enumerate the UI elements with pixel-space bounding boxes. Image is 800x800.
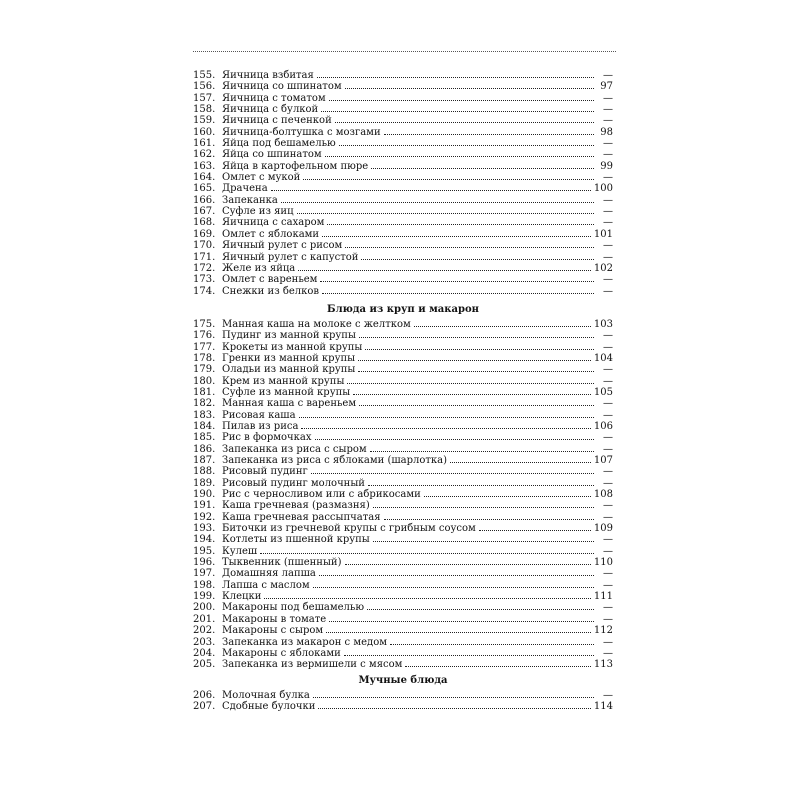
dot-leader: [373, 541, 594, 542]
toc-entry: [193, 93, 613, 104]
entry-page-number: —: [603, 500, 613, 512]
entry-title: Яичница с печенкой: [222, 115, 332, 127]
entry-page-number: —: [603, 115, 613, 127]
dot-leader: [414, 326, 591, 327]
dot-leader: [358, 360, 591, 361]
entry-page-number: —: [603, 647, 613, 659]
dot-leader: [345, 247, 594, 248]
entry-page-number: —: [603, 432, 613, 444]
dot-leader: [359, 337, 594, 338]
entry-title: Пудинг из манной крупы: [222, 330, 356, 342]
toc-entry: [193, 444, 613, 455]
entry-title: Клецки: [222, 591, 262, 603]
entry-title: Тыквенник (пшенный): [222, 557, 342, 569]
entry-number: 184.: [193, 420, 216, 432]
dot-leader: [358, 371, 594, 372]
entry-number: 163.: [193, 160, 216, 172]
toc-entry: [193, 229, 613, 240]
toc-entry: [193, 432, 613, 443]
entry-title: Оладьи из манной крупы: [222, 364, 356, 376]
entry-title: Яйца под бешамелью: [222, 138, 336, 150]
entry-page-number: 104: [593, 352, 613, 364]
dot-leader: [315, 439, 595, 440]
entry-number: 160.: [193, 126, 216, 138]
entry-number: 172.: [193, 262, 216, 274]
dot-leader: [329, 621, 594, 622]
entry-page-number: 111: [593, 591, 613, 603]
entry-number: 191.: [193, 500, 216, 512]
toc-section-eggs: [193, 70, 613, 297]
entry-number: 159.: [193, 115, 216, 127]
toc-entry: [193, 240, 613, 251]
entry-number: 173.: [193, 274, 216, 286]
toc-entry: [193, 690, 613, 701]
entry-title: Суфле из манной крупы: [222, 386, 351, 398]
entry-number: 179.: [193, 364, 216, 376]
dot-leader: [339, 145, 594, 146]
dot-leader: [405, 666, 590, 667]
entry-title: Макароны с сыром: [222, 625, 324, 637]
entry-number: 186.: [193, 443, 216, 455]
entry-title: Пилав из риса: [222, 420, 299, 432]
entry-number: 194.: [193, 534, 216, 546]
entry-number: 162.: [193, 149, 216, 161]
dot-leader: [370, 451, 594, 452]
toc-entry: [193, 138, 613, 149]
entry-title: Яйца в картофельном пюре: [222, 160, 369, 172]
entry-title: Манная каша с вареньем: [222, 398, 357, 410]
toc-entry: [193, 478, 613, 489]
toc-entry: [193, 625, 613, 636]
entry-title: Котлеты из пшенной крупы: [222, 534, 370, 546]
entry-page-number: 105: [593, 386, 613, 398]
toc-entry: [193, 534, 613, 545]
toc-entry: [193, 546, 613, 557]
dot-leader: [373, 507, 594, 508]
dot-leader: [322, 293, 594, 294]
entry-title: Каша гречневая рассыпчатая: [222, 511, 381, 523]
dot-leader: [319, 575, 594, 576]
entry-page-number: —: [603, 409, 613, 421]
entry-page-number: —: [603, 341, 613, 353]
toc-entry: [193, 81, 613, 92]
entry-page-number: —: [603, 240, 613, 252]
entry-number: 170.: [193, 240, 216, 252]
toc-entry: [193, 364, 613, 375]
dot-leader: [359, 405, 594, 406]
entry-page-number: —: [603, 330, 613, 342]
toc-entry: [193, 149, 613, 160]
entry-title: Желе из яйца: [222, 262, 296, 274]
table-of-contents: [193, 70, 613, 712]
entry-title: Крокеты из манной крупы: [222, 341, 363, 353]
entry-number: 177.: [193, 341, 216, 353]
dot-leader: [345, 564, 591, 565]
dot-leader: [325, 156, 594, 157]
entry-page-number: 114: [593, 700, 613, 712]
dot-leader: [335, 122, 594, 123]
toc-entry: [193, 319, 613, 330]
toc-entry: [193, 455, 613, 466]
toc-section-grains: [193, 319, 613, 671]
section-heading-flour: Мучные блюда: [358, 674, 448, 686]
entry-page-number: —: [603, 534, 613, 546]
toc-entry: [193, 602, 613, 613]
dot-leader: [281, 202, 594, 203]
toc-entry: [193, 701, 613, 712]
toc-entry: [193, 330, 613, 341]
entry-number: 158.: [193, 104, 216, 116]
toc-entry: [193, 263, 613, 274]
entry-title: Запеканка из риса с яблоками (шарлотка): [222, 455, 448, 466]
entry-page-number: 97: [600, 81, 613, 93]
entry-title: Драчена: [222, 183, 268, 195]
entry-page-number: 106: [593, 420, 613, 432]
entry-number: 192.: [193, 511, 216, 523]
dot-leader: [298, 270, 591, 271]
entry-page-number: —: [603, 545, 613, 557]
entry-number: 168.: [193, 217, 216, 229]
entry-title: Снежки из белков: [222, 285, 320, 297]
entry-number: 196.: [193, 557, 216, 569]
entry-page-number: —: [603, 364, 613, 376]
dot-leader: [479, 530, 591, 531]
toc-entry: [193, 342, 613, 353]
toc-entry: [193, 353, 613, 364]
dot-leader: [371, 168, 594, 169]
toc-entry: [193, 286, 613, 297]
entry-page-number: —: [603, 602, 613, 614]
entry-number: 199.: [193, 591, 216, 603]
entry-title: Яичница с томатом: [222, 92, 326, 104]
toc-entry: [193, 659, 613, 670]
entry-number: 207.: [193, 700, 216, 712]
entry-page-number: 107: [593, 455, 613, 466]
entry-title: Омлет с вареньем: [222, 274, 318, 286]
entry-page-number: 102: [593, 262, 613, 274]
entry-title: Яичный рулет с рисом: [222, 240, 343, 252]
entry-page-number: —: [603, 466, 613, 478]
entry-page-number: 100: [593, 183, 613, 195]
entry-number: 206.: [193, 689, 216, 701]
dot-leader: [368, 485, 594, 486]
entry-page-number: —: [603, 70, 613, 81]
entry-page-number: 103: [593, 318, 613, 330]
entry-page-number: —: [603, 568, 613, 580]
entry-page-number: —: [603, 104, 613, 116]
toc-entry: [193, 161, 613, 172]
dot-leader: [260, 553, 594, 554]
entry-number: 201.: [193, 613, 216, 625]
entry-title: Запеканка из макарон с медом: [222, 636, 387, 648]
entry-title: Яичница-болтушка с мозгами: [222, 126, 381, 138]
entry-title: Запеканка из риса с сыром: [222, 443, 367, 455]
entry-title: Макароны в томате: [222, 613, 327, 625]
dot-leader: [311, 473, 594, 474]
entry-number: 188.: [193, 466, 216, 478]
entry-number: 202.: [193, 625, 216, 637]
entry-page-number: —: [603, 689, 613, 701]
entry-page-number: 110: [593, 557, 613, 569]
dot-leader: [301, 428, 590, 429]
dot-leader: [326, 632, 591, 633]
entry-number: 156.: [193, 81, 216, 93]
entry-page-number: 98: [600, 126, 613, 138]
dot-leader: [313, 587, 594, 588]
toc-entry: [193, 115, 613, 126]
entry-number: 161.: [193, 138, 216, 150]
entry-page-number: —: [603, 206, 613, 218]
entry-title: Молочная булка: [222, 689, 310, 701]
toc-entry: [193, 376, 613, 387]
entry-page-number: —: [603, 149, 613, 161]
toc-entry: [193, 614, 613, 625]
entry-number: 200.: [193, 602, 216, 614]
toc-entry: [193, 568, 613, 579]
entry-title: Макароны под бешамелью: [222, 602, 365, 614]
entry-page-number: 108: [593, 489, 613, 501]
dot-leader: [347, 383, 594, 384]
entry-title: Рисовая каша: [222, 409, 296, 421]
entry-number: 167.: [193, 206, 216, 218]
entry-number: 189.: [193, 477, 216, 489]
toc-entry: [193, 466, 613, 477]
entry-title: Рис в формочках: [222, 432, 312, 444]
entry-title: Биточки из гречневой крупы с грибным соусом: [222, 523, 476, 535]
toc-entry: [193, 387, 613, 398]
toc-entry: [193, 217, 613, 228]
entry-page-number: —: [603, 194, 613, 206]
entry-title: Манная каша на молоке с желтком: [222, 318, 411, 330]
dot-leader: [329, 100, 594, 101]
entry-title: Омлет с мукой: [222, 172, 301, 184]
dot-leader: [424, 496, 591, 497]
entry-number: 183.: [193, 409, 216, 421]
entry-title: Кулеш: [222, 545, 258, 557]
entry-number: 171.: [193, 251, 216, 263]
toc-entry: [193, 637, 613, 648]
entry-number: 193.: [193, 523, 216, 535]
toc-entry: [193, 195, 613, 206]
toc-entry: [193, 489, 613, 500]
entry-title: Яичный рулет с капустой: [222, 251, 359, 263]
entry-title: Омлет с яблоками: [222, 228, 320, 240]
entry-number: 181.: [193, 386, 216, 398]
entry-page-number: 99: [600, 160, 613, 172]
dot-leader: [361, 259, 594, 260]
entry-number: 190.: [193, 489, 216, 501]
toc-entry: [193, 421, 613, 432]
dot-leader: [384, 134, 594, 135]
entry-title: Яичница с булкой: [222, 104, 319, 116]
entry-title: Яичница с сахаром: [222, 217, 325, 229]
entry-page-number: —: [603, 398, 613, 410]
dot-leader: [384, 519, 594, 520]
entry-number: 187.: [193, 455, 216, 466]
entry-title: Рисовый пудинг: [222, 466, 308, 478]
entry-page-number: —: [603, 285, 613, 297]
entry-page-number: —: [603, 274, 613, 286]
entry-page-number: —: [603, 636, 613, 648]
dot-leader: [313, 697, 594, 698]
toc-entry: [193, 398, 613, 409]
entry-title: Крем из манной крупы: [222, 375, 345, 387]
dot-leader: [344, 655, 594, 656]
entry-title: Яйца со шпинатом: [222, 149, 322, 161]
dot-leader: [264, 598, 591, 599]
toc-section-flour: [193, 690, 613, 713]
entry-number: 164.: [193, 172, 216, 184]
entry-title: Гренки из манной крупы: [222, 352, 356, 364]
dot-leader: [353, 394, 591, 395]
entry-title: Макароны с яблоками: [222, 647, 341, 659]
entry-number: 180.: [193, 375, 216, 387]
dot-leader: [320, 281, 594, 282]
entry-page-number: —: [603, 138, 613, 150]
entry-number: 165.: [193, 183, 216, 195]
entry-page-number: 109: [593, 523, 613, 535]
entry-page-number: —: [603, 251, 613, 263]
dot-leader: [317, 77, 594, 78]
dot-leader: [365, 349, 594, 350]
dot-leader: [297, 213, 594, 214]
entry-number: 174.: [193, 285, 216, 297]
dot-leader: [321, 111, 594, 112]
entry-page-number: —: [603, 579, 613, 591]
entry-number: 178.: [193, 352, 216, 364]
toc-entry: [193, 274, 613, 285]
entry-title: Сдобные булочки: [222, 700, 316, 712]
toc-entry: [193, 172, 613, 183]
dot-leader: [327, 224, 594, 225]
entry-number: 175.: [193, 318, 216, 330]
dot-leader: [450, 462, 591, 463]
entry-title: Запеканка: [222, 194, 278, 206]
entry-page-number: —: [603, 217, 613, 229]
entry-number: 182.: [193, 398, 216, 410]
entry-number: 197.: [193, 568, 216, 580]
toc-entry: [193, 183, 613, 194]
entry-page-number: —: [603, 511, 613, 523]
entry-title: Домашняя лапша: [222, 568, 316, 580]
entry-page-number: 101: [593, 228, 613, 240]
dot-leader: [322, 236, 591, 237]
entry-number: 205.: [193, 659, 216, 671]
dot-leader: [318, 708, 591, 709]
dot-leader: [303, 179, 594, 180]
toc-entry: [193, 557, 613, 568]
entry-page-number: —: [603, 375, 613, 387]
entry-title: Запеканка из вермишели с мясом: [222, 659, 403, 671]
entry-title: Яичница со шпинатом: [222, 81, 342, 93]
dot-leader: [299, 417, 594, 418]
toc-entry: [193, 104, 613, 115]
toc-entry: [193, 206, 613, 217]
entry-number: 185.: [193, 432, 216, 444]
entry-page-number: 113: [593, 659, 613, 671]
top-dotted-rule: [193, 51, 616, 52]
entry-title: Яичница взбитая: [222, 70, 314, 81]
entry-number: 204.: [193, 647, 216, 659]
entry-number: 166.: [193, 194, 216, 206]
entry-number: 169.: [193, 228, 216, 240]
entry-title: Суфле из яиц: [222, 206, 294, 218]
entry-title: Рис с черносливом или с абрикосами: [222, 489, 421, 501]
entry-number: 157.: [193, 92, 216, 104]
toc-entry: [193, 410, 613, 421]
dot-leader: [367, 609, 594, 610]
entry-title: Рисовый пудинг молочный: [222, 477, 365, 489]
toc-entry: [193, 70, 613, 81]
dot-leader: [271, 190, 591, 191]
toc-entry: [193, 648, 613, 659]
toc-entry: [193, 252, 613, 263]
entry-page-number: —: [603, 443, 613, 455]
entry-title: Лапша с маслом: [222, 579, 310, 591]
entry-title: Каша гречневая (размазня): [222, 500, 370, 512]
entry-number: 198.: [193, 579, 216, 591]
entry-number: 203.: [193, 636, 216, 648]
toc-entry: [193, 500, 613, 511]
dot-leader: [345, 88, 594, 89]
dot-leader: [390, 644, 594, 645]
toc-entry: [193, 512, 613, 523]
toc-entry: [193, 127, 613, 138]
entry-page-number: —: [603, 613, 613, 625]
entry-page-number: —: [603, 172, 613, 184]
entry-number: 155.: [193, 70, 216, 81]
toc-entry: [193, 523, 613, 534]
entry-page-number: 112: [593, 625, 613, 637]
entry-page-number: —: [603, 92, 613, 104]
entry-number: 176.: [193, 330, 216, 342]
section-heading-grains: Блюда из круп и макарон: [327, 303, 479, 315]
entry-page-number: —: [603, 477, 613, 489]
toc-entry: [193, 580, 613, 591]
entry-number: 195.: [193, 545, 216, 557]
toc-entry: [193, 591, 613, 602]
